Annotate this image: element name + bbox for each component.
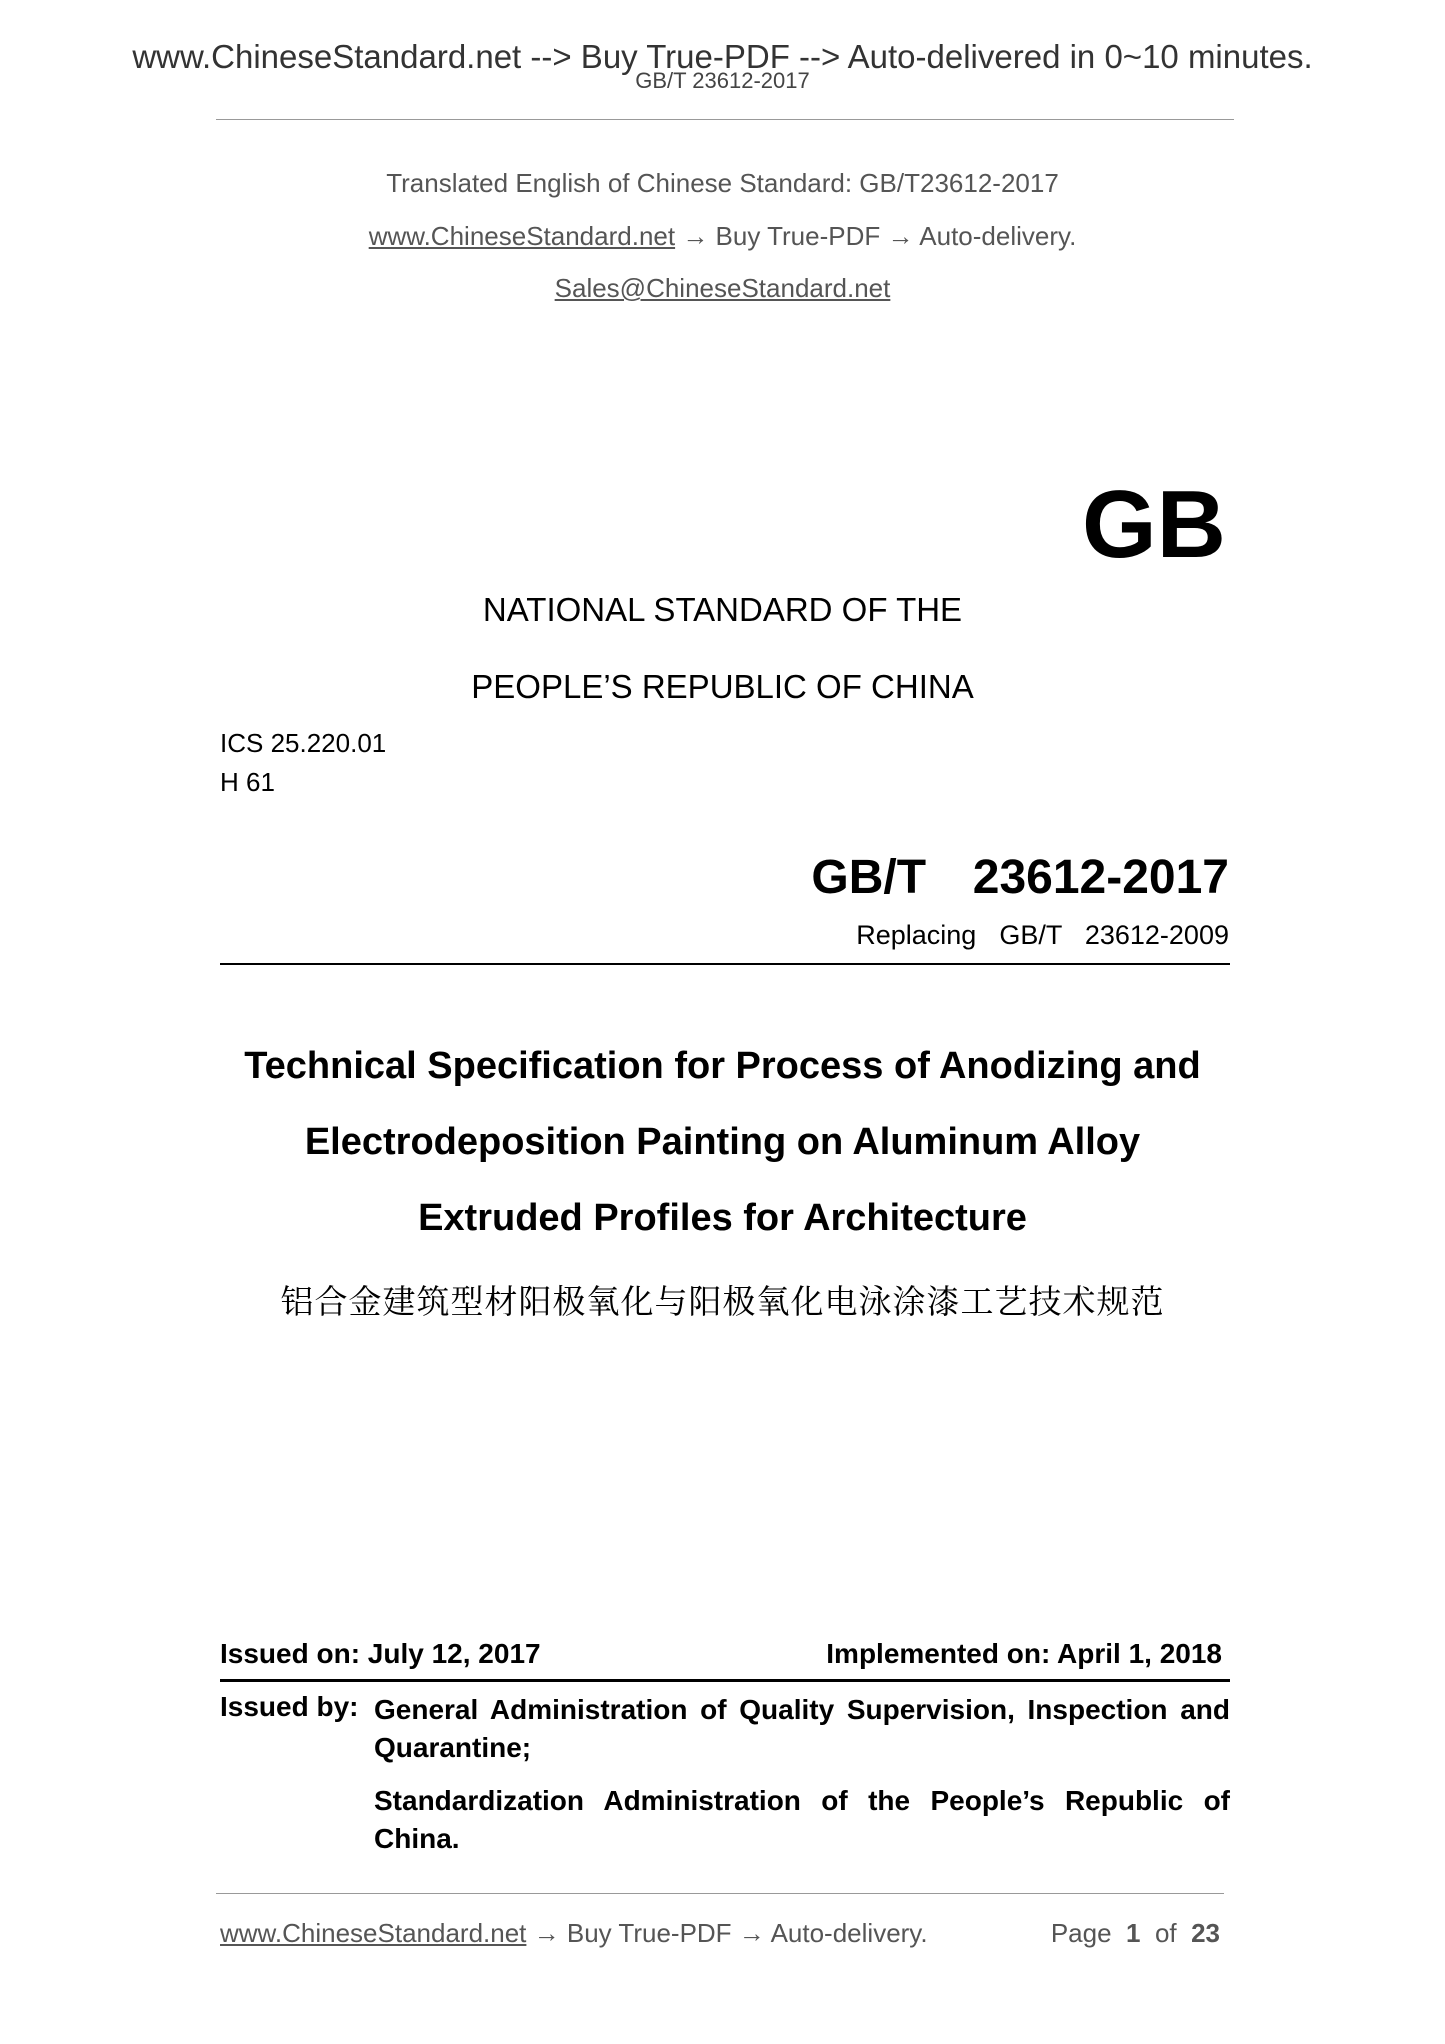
sales-line	[0, 273, 1445, 304]
page-label: Page	[1050, 1918, 1112, 1948]
of-label: of	[1154, 1918, 1177, 1948]
site-link[interactable]: www.ChineseStandard.net	[368, 221, 676, 251]
issued-on: Issued on: July 12, 2017	[220, 1638, 541, 1669]
title-line-1: Technical Specification for Process of Anodizing and	[244, 1045, 1201, 1087]
issued-by-label: Issued by:	[220, 1691, 359, 1722]
national-standard-line-2: PEOPLE’S REPUBLIC OF CHINA	[471, 668, 974, 705]
page-indicator	[1051, 1918, 1220, 1949]
ics-code: ICS 25.220.01	[220, 728, 387, 758]
title-line-3: Extruded Profiles for Architecture	[418, 1197, 1027, 1239]
total-pages: 23	[1191, 1918, 1220, 1948]
site-line	[0, 221, 1445, 252]
translated-notice: Translated English of Chinese Standard: GB/T23612-2017	[386, 168, 1059, 198]
title-line-2: Electrodeposition Painting on Aluminum Alloy	[304, 1121, 1141, 1163]
standard-number: GB/T 23612-2017	[811, 851, 1229, 904]
page-number: 1	[1126, 1918, 1141, 1948]
running-header: GB/T 23612-2017	[635, 68, 810, 93]
h-code: H 61	[220, 767, 275, 797]
issuer-1: General Administration of Quality Supervision, Inspection and Quarantine;	[374, 1694, 1230, 1763]
sales-email-link[interactable]: Sales@ChineseStandard.net	[554, 273, 891, 303]
national-standard-line-1: NATIONAL STANDARD OF THE	[482, 591, 963, 628]
top-banner: www.ChineseStandard.net --> Buy True-PDF --> Auto-delivered in 0~10 minutes.	[132, 38, 1313, 75]
header-divider	[216, 119, 1234, 120]
footer-site-suffix: → Buy True-PDF → Auto-delivery.	[526, 1918, 928, 1948]
issuer-2: Standardization Administration of the People’s Republic of China.	[374, 1785, 1230, 1854]
issue-divider	[220, 1679, 1230, 1682]
standard-divider	[220, 963, 1230, 965]
replacing-note: Replacing GB/T 23612-2009	[856, 920, 1229, 950]
implemented-on: Implemented on: April 1, 2018	[826, 1638, 1222, 1669]
gb-mark: GB	[1082, 471, 1226, 578]
title-chinese: 铝合金建筑型材阳极氧化与阳极氧化电泳涂漆工艺技术规范	[280, 1283, 1165, 1320]
footer-site-link[interactable]: www.ChineseStandard.net	[220, 1918, 527, 1948]
footer-site-line	[220, 1918, 928, 1949]
footer-divider	[216, 1893, 1224, 1894]
site-line-suffix: → Buy True-PDF → Auto-delivery.	[675, 221, 1077, 251]
